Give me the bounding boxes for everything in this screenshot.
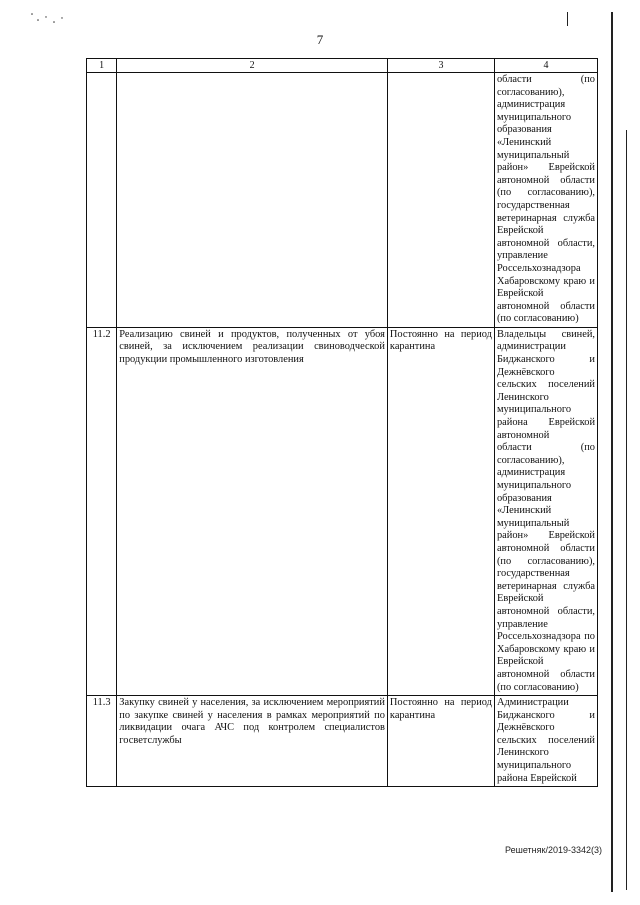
responsible-line: муниципального (496, 404, 572, 416)
responsible-line: образования (496, 124, 552, 136)
measure-cell: Реализацию свиней и продуктов, полученных от убоя свиней, за исключением реализации свиноводческой продукции промышленного изготовления (117, 327, 388, 695)
responsible-line: автономной (496, 429, 550, 441)
responsible-line: муниципальный (496, 149, 570, 161)
responsible-line: (по согласованию), (496, 187, 595, 199)
responsible-cell (494, 696, 597, 787)
responsible-line: автономной области (496, 300, 595, 312)
responsible-line: сельских поселений (496, 734, 595, 746)
scan-artifact-dots (28, 8, 68, 28)
responsible-line: администрация (496, 467, 566, 479)
responsible-line: Биджанского и (496, 354, 595, 366)
row-number: 11.2 (87, 327, 117, 695)
responsible-line: ветеринарная служба (496, 212, 595, 224)
responsible-line: Дежнёвского (496, 366, 555, 378)
responsible-line: сельских поселений (496, 379, 595, 391)
responsible-line: области (по (496, 442, 595, 454)
responsible-line: муниципального (496, 760, 572, 772)
column-header: 2 (117, 59, 388, 73)
responsible-line: (по согласованию) (496, 313, 579, 325)
responsible-line: Администрации (496, 697, 569, 709)
table-header-row (87, 59, 598, 73)
responsible-line: муниципальный (496, 517, 570, 529)
responsible-line: Еврейской (496, 288, 544, 300)
responsible-line: автономной области, (496, 237, 595, 249)
responsible-line: Хабаровскому краю и (496, 275, 595, 287)
responsible-line: район» Еврейской (496, 162, 595, 174)
period-cell: Постоянно на период карантина (387, 327, 494, 695)
responsible-line: Ленинского (496, 391, 549, 403)
period-cell: Постоянно на период карантина (387, 696, 494, 787)
responsible-line: автономной области, (496, 605, 595, 617)
responsible-line: Ленинского (496, 747, 549, 759)
column-header: 3 (387, 59, 494, 73)
responsible-line: муниципального (496, 111, 572, 123)
table-row (87, 73, 598, 328)
responsible-line: (по согласованию), (496, 555, 595, 567)
responsible-line: автономной области (496, 542, 595, 554)
responsible-line: государственная (496, 568, 570, 580)
responsible-line: управление (496, 250, 548, 262)
responsible-line: Россельхознадзора по (496, 631, 595, 643)
responsible-line: района Еврейской (496, 772, 577, 784)
responsible-line: Дежнёвского (496, 722, 555, 734)
responsible-line: Еврейской (496, 656, 544, 668)
responsible-cell (494, 73, 597, 328)
page-number: 7 (316, 32, 324, 47)
table-body (87, 73, 598, 787)
responsible-line: района Еврейской (496, 417, 595, 429)
responsible-line: администрация (496, 99, 566, 111)
column-header: 1 (87, 59, 117, 73)
responsible-line: согласованию), (496, 454, 565, 466)
responsible-line: район» Еврейской (496, 530, 595, 542)
scan-edge-line (626, 130, 627, 890)
measure-cell (117, 73, 388, 328)
responsible-line: Хабаровскому краю и (496, 643, 595, 655)
table-row (87, 696, 598, 787)
responsible-line: Владельцы свиней, (496, 328, 595, 340)
responsible-line: согласованию), (496, 86, 565, 98)
document-registration-code: Решетняк/2019-3342(3) (505, 845, 602, 855)
scan-edge-line (611, 12, 613, 892)
measures-table (86, 58, 598, 787)
responsible-line: Еврейской (496, 225, 544, 237)
responsible-line: ветеринарная служба (496, 580, 595, 592)
responsible-line: автономной области (496, 174, 595, 186)
responsible-line: образования (496, 492, 552, 504)
responsible-line: управление (496, 618, 548, 630)
responsible-line: Россельхознадзора (496, 262, 581, 274)
table-row (87, 327, 598, 695)
responsible-line: «Ленинский (496, 136, 552, 148)
measure-cell: Закупку свиней у населения, за исключением мероприятий по закупке свиней у населения в рамках мероприятий по ликвидации очага АЧС под контролем специалистов госветслужбы (117, 696, 388, 787)
responsible-line: Биджанского и (496, 709, 595, 721)
responsible-line: администрации (496, 341, 566, 353)
row-number (87, 73, 117, 328)
responsible-line: государственная (496, 199, 570, 211)
row-number: 11.3 (87, 696, 117, 787)
responsible-line: муниципального (496, 480, 572, 491)
column-header: 4 (494, 59, 597, 73)
responsible-line: (по согласованию) (496, 681, 579, 693)
responsible-line: области (по (496, 74, 595, 85)
scan-edge-line (567, 12, 568, 26)
responsible-line: автономной области (496, 668, 595, 680)
period-cell (387, 73, 494, 328)
responsible-line: Еврейской (496, 593, 544, 605)
responsible-line: «Ленинский (496, 505, 552, 517)
responsible-cell (494, 327, 597, 695)
